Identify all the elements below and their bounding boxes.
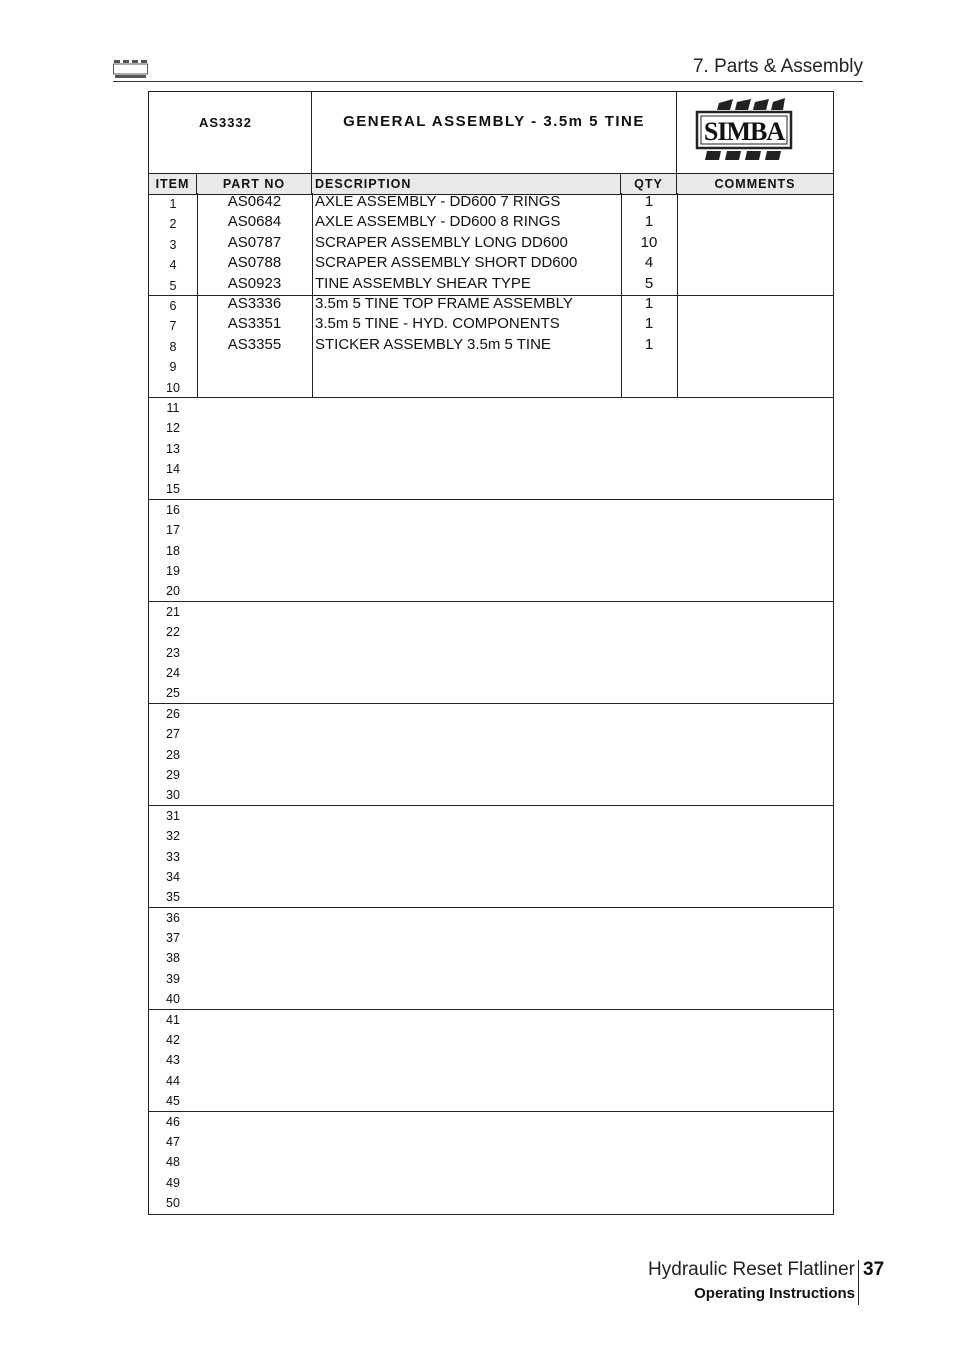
column-divider: [312, 193, 313, 397]
col-comments: COMMENTS: [714, 177, 796, 191]
item-number: 40: [166, 992, 180, 1007]
item-number: 6: [169, 298, 177, 313]
item-number: 9: [169, 360, 177, 375]
col-item: ITEM: [149, 174, 197, 194]
table-row: [149, 337, 833, 357]
part-qty: 1: [644, 193, 654, 210]
part-description: AXLE ASSEMBLY - DD600 7 RINGS: [315, 193, 561, 210]
item-number: 3: [169, 237, 177, 252]
item-number: 42: [166, 1033, 180, 1048]
column-divider: [621, 193, 622, 397]
table-row: [149, 235, 833, 255]
table-row: [149, 683, 833, 703]
table-row: [149, 1112, 833, 1132]
item-number: 30: [166, 788, 180, 803]
item-number: 18: [166, 543, 180, 558]
item-number: 27: [166, 727, 180, 742]
table-row: [149, 459, 833, 479]
item-number: 21: [166, 604, 180, 619]
part-description: 3.5m 5 TINE - HYD. COMPONENTS: [315, 315, 560, 333]
part-description: AXLE ASSEMBLY - DD600 8 RINGS: [315, 213, 561, 231]
item-number: 33: [166, 849, 180, 864]
part-description: SCRAPER ASSEMBLY LONG DD600: [315, 233, 568, 251]
table-row: [149, 826, 833, 846]
item-number: 38: [166, 951, 180, 966]
table-row: [149, 948, 833, 968]
item-number: 2: [169, 217, 177, 232]
part-number: AS0788: [227, 254, 282, 272]
part-qty: 4: [644, 254, 654, 272]
item-number: 19: [166, 564, 180, 579]
item-number: 41: [166, 1012, 180, 1027]
table-row: [149, 663, 833, 683]
table-row: [149, 969, 833, 989]
part-qty: 1: [644, 335, 654, 353]
table-row: [149, 928, 833, 948]
assembly-title-row: [149, 92, 833, 173]
table-row: [149, 847, 833, 867]
table-row: [149, 255, 833, 275]
item-number: 37: [166, 931, 180, 946]
assembly-title: GENERAL ASSEMBLY - 3.5m 5 TINE: [343, 113, 645, 130]
item-number: 39: [166, 971, 180, 986]
assembly-code: AS3332: [199, 115, 252, 130]
item-number: 46: [166, 1114, 180, 1129]
item-number: 25: [166, 686, 180, 701]
item-number: 5: [169, 278, 177, 293]
item-number: 20: [166, 584, 180, 599]
item-number: 45: [166, 1094, 180, 1109]
table-row: [149, 602, 833, 622]
column-header-row: [149, 173, 833, 195]
table-row: [149, 581, 833, 601]
table-row: [149, 479, 833, 499]
simba-logo-cell: [677, 92, 833, 173]
table-row: [149, 887, 833, 907]
table-row: [149, 745, 833, 765]
item-number: 1: [169, 197, 177, 211]
item-number: 24: [166, 665, 180, 680]
part-number: AS0787: [227, 233, 282, 251]
table-row: [149, 1152, 833, 1172]
section-title: 7. Parts & Assembly: [692, 56, 863, 77]
item-number: 26: [166, 706, 180, 721]
table-row: [149, 194, 833, 214]
item-number: 14: [166, 462, 180, 477]
item-number: 15: [166, 482, 180, 497]
item-number: 34: [166, 869, 180, 884]
part-number: AS0684: [227, 213, 282, 231]
item-number: 49: [166, 1175, 180, 1190]
table-row: [149, 1193, 833, 1213]
item-number: 28: [166, 747, 180, 762]
page-number: 37: [863, 1259, 885, 1280]
table-row: [149, 622, 833, 642]
table-row: [149, 520, 833, 540]
part-number: AS0642: [227, 193, 282, 210]
table-row: [149, 500, 833, 520]
part-qty: 10: [640, 233, 658, 251]
item-number: 48: [166, 1155, 180, 1170]
table-row: [149, 1050, 833, 1070]
part-description: SCRAPER ASSEMBLY SHORT DD600: [315, 254, 578, 272]
document-title: Hydraulic Reset Flatliner: [648, 1259, 855, 1280]
table-row: [149, 704, 833, 724]
table-row: [149, 989, 833, 1009]
item-number: 7: [169, 319, 177, 334]
item-number: 43: [166, 1053, 180, 1068]
footer-divider: [858, 1260, 859, 1305]
simba-logo-text: SIMBA: [703, 117, 785, 146]
table-row: [149, 398, 833, 418]
simba-logo-small: [113, 60, 148, 78]
table-row: [149, 378, 833, 398]
document-subtitle: Operating Instructions: [694, 1285, 855, 1302]
item-number: 50: [166, 1196, 180, 1211]
column-divider: [197, 193, 198, 397]
part-qty: 5: [644, 274, 654, 292]
part-description: STICKER ASSEMBLY 3.5m 5 TINE: [315, 335, 551, 353]
table-row: [149, 1010, 833, 1030]
item-number: 17: [166, 523, 180, 538]
part-description: 3.5m 5 TINE TOP FRAME ASSEMBLY: [315, 294, 573, 312]
col-part-no: PART NO: [197, 174, 312, 194]
part-description: TINE ASSEMBLY SHEAR TYPE: [315, 274, 531, 292]
table-row: [149, 357, 833, 377]
table-row: [149, 214, 833, 234]
table-row: [149, 867, 833, 887]
item-number: 13: [166, 441, 180, 456]
part-number: AS0923: [227, 274, 282, 292]
item-number: 12: [166, 421, 180, 436]
col-description: DESCRIPTION: [312, 174, 621, 194]
table-row: [149, 908, 833, 928]
assembly-code-cell: [149, 92, 312, 173]
table-row: [149, 1071, 833, 1091]
table-row: [149, 1030, 833, 1050]
table-row: [149, 724, 833, 744]
item-number: 23: [166, 645, 180, 660]
table-row: [149, 785, 833, 805]
item-number: 11: [166, 400, 180, 415]
part-number: AS3336: [227, 294, 282, 312]
table-row: [149, 1173, 833, 1193]
part-qty: 1: [644, 315, 654, 333]
item-number: 47: [166, 1134, 180, 1149]
table-row: [149, 643, 833, 663]
part-qty: 1: [644, 213, 654, 231]
table-row: [149, 1132, 833, 1152]
item-number: 4: [169, 258, 177, 273]
item-number: 44: [166, 1073, 180, 1088]
table-row: [149, 561, 833, 581]
part-number: AS3351: [227, 315, 282, 333]
col-qty: QTY: [621, 174, 677, 194]
item-number: 8: [169, 339, 177, 354]
column-divider: [677, 193, 678, 397]
table-row: [149, 806, 833, 826]
item-number: 31: [166, 808, 180, 823]
item-number: 29: [166, 767, 180, 782]
item-number: 32: [166, 829, 180, 844]
table-row: [149, 296, 833, 316]
table-row: [149, 541, 833, 561]
item-number: 35: [166, 890, 180, 905]
assembly-title-cell: [312, 92, 677, 173]
item-number: 36: [166, 910, 180, 925]
table-row: [149, 439, 833, 459]
header-rule: [113, 81, 863, 82]
item-number: 10: [166, 380, 180, 395]
item-number: 16: [166, 502, 180, 517]
simba-logo: [677, 92, 833, 173]
item-number: 22: [166, 625, 180, 640]
table-row: [149, 276, 833, 296]
table-row: [149, 316, 833, 336]
table-row: [149, 1091, 833, 1111]
parts-rows: [149, 194, 833, 1214]
table-row: [149, 765, 833, 785]
table-row: [149, 418, 833, 438]
part-number: AS3355: [227, 335, 282, 353]
part-qty: 1: [644, 294, 654, 312]
parts-list-sheet: [148, 91, 834, 1215]
